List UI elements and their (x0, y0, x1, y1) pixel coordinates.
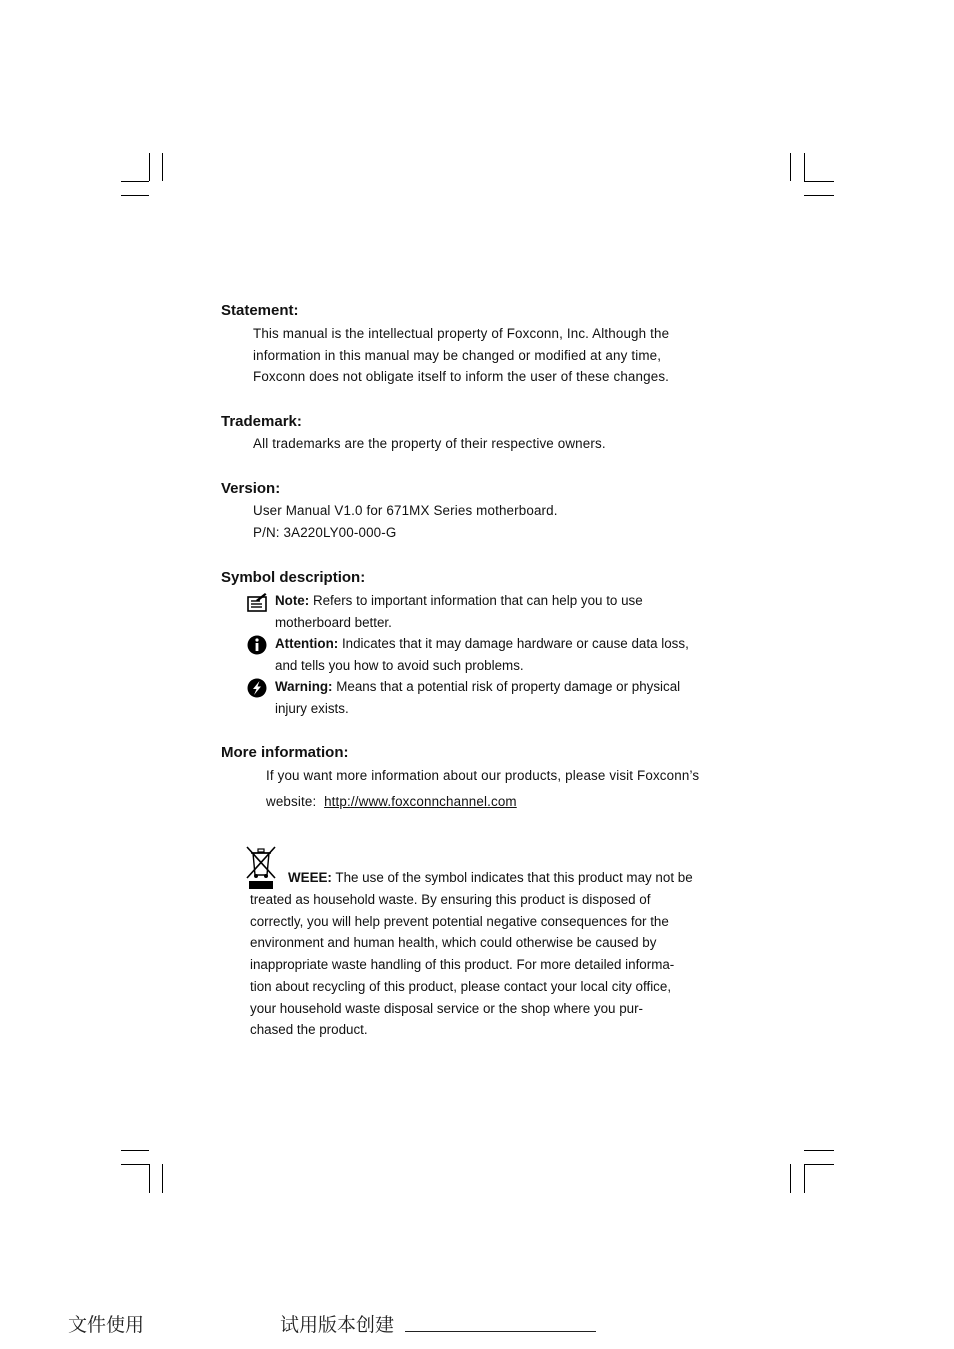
warning-text-line-2: injury exists. (275, 700, 349, 716)
note-icon (247, 592, 267, 612)
footer-left-text: 文件使用 (68, 1314, 145, 1336)
more-information-line-1: If you want more information about our products, please visit Foxconn’s (266, 768, 700, 783)
footer-signature-line (405, 1331, 596, 1332)
trademark-line-1: All trademarks are the property of their respective owners. (253, 436, 606, 451)
attention-text-line-1: Indicates that it may damage hardware or cause data loss, (338, 636, 689, 651)
weee-line-3: environment and human health, which could otherwise be caused by (250, 935, 657, 951)
statement-line-1: This manual is the intellectual property of Foxconn, Inc. Although the (253, 326, 670, 341)
weee-line-5: tion about recycling of this product, please contact your local city office, (250, 978, 672, 994)
weee-line-6: your household waste disposal service or the shop where you pur- (250, 1000, 644, 1016)
version-heading: Version: (221, 480, 281, 497)
more-information-line-2 (266, 791, 517, 813)
weee-line-4: inappropriate waste handling of this product. For more detailed informa- (250, 957, 675, 973)
weee-first-line: The use of the symbol indicates that this product may not be (331, 870, 693, 885)
note-text-line-1: Refers to important information that can help you to use (309, 593, 643, 608)
statement-heading: Statement: (221, 302, 299, 319)
statement-line-2: information in this manual may be changed or modified at any time, (253, 347, 662, 363)
weee-line-2: correctly, you will help prevent potential negative consequences for the (250, 913, 669, 929)
warning-text-line-1: Means that a potential risk of property damage or physical (332, 679, 681, 694)
weee-line-1: treated as household waste. By ensuring this product is disposed of (250, 892, 651, 907)
attention-label: Attention: (275, 636, 339, 651)
version-line-1: User Manual V1.0 for 671MX Series motherboard. (253, 503, 558, 518)
warning-icon (247, 678, 267, 698)
weee-bin-icon (245, 845, 277, 891)
attention-icon (247, 635, 267, 655)
attention-text-line-2: and tells you how to avoid such problems. (275, 657, 524, 673)
note-text-line-2: motherboard better. (275, 614, 392, 630)
weee-line-7: chased the product. (250, 1022, 368, 1038)
footer-middle-text: 试用版本创建 (280, 1314, 395, 1336)
warning-label: Warning: (275, 679, 333, 694)
more-information-heading: More information: (221, 744, 349, 761)
website-prefix: website: (266, 794, 325, 809)
statement-line-3: Foxconn does not obligate itself to inform the user of these changes. (253, 369, 670, 384)
weee-label: WEEE: (288, 870, 332, 885)
version-line-2: P/N: 3A220LY00-000-G (253, 525, 397, 540)
foxconn-website-link[interactable]: http://www.foxconnchannel.com (324, 794, 517, 809)
symbol-description-heading: Symbol description: (221, 569, 366, 586)
trademark-heading: Trademark: (221, 413, 302, 430)
note-label: Note: (275, 593, 310, 608)
